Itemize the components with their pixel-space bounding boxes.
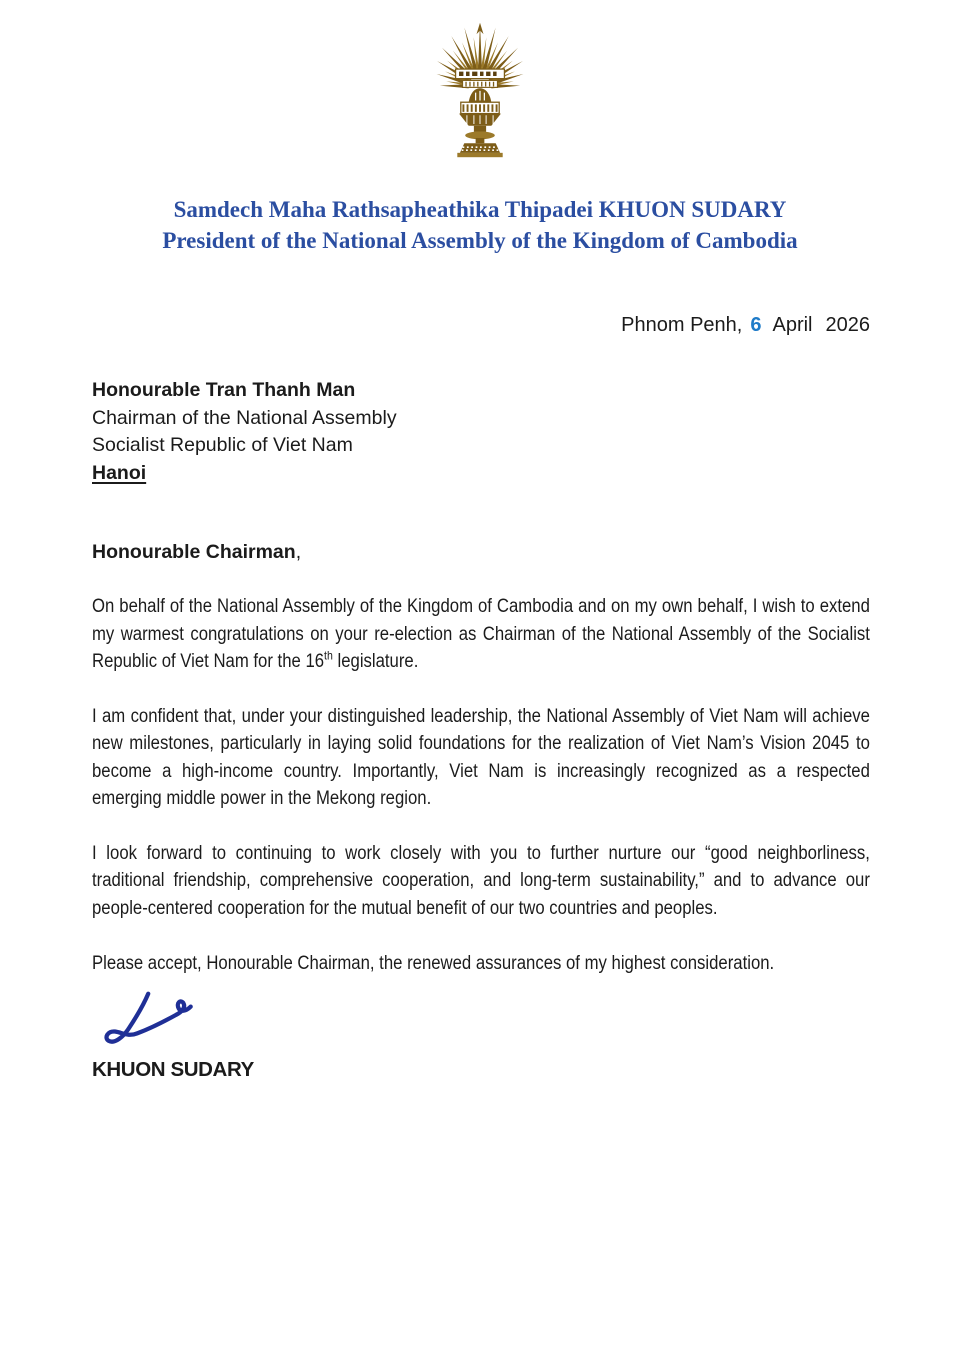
salutation — [0, 539, 960, 566]
paragraph-1-text: On behalf of the National Assembly of the Kingdom of Cambodia and on my own behalf, I wish to extend my warmest congratulations on your re-election as Chairman of the National Assembly of the Socialist Republic of Viet Nam for the 16 — [92, 596, 870, 672]
recipient-city: Hanoi — [92, 461, 147, 484]
sender-name: Samdech Maha Rathsapheathika Thipadei KHUON SUDARY — [173, 197, 787, 222]
closing-line: Please accept, Honourable Chairman, the renewed assurances of my highest consideration. — [92, 953, 775, 974]
recipient-country: Socialist Republic of Viet Nam — [92, 434, 353, 456]
signature-block — [0, 990, 960, 1050]
letterhead — [0, 194, 960, 256]
dateline-place: Phnom Penh, — [621, 314, 743, 336]
handwritten-signature-icon — [95, 990, 207, 1050]
recipient-block — [0, 377, 960, 487]
paragraph-2: I am confident that, under your distinguished leadership, the National Assembly of Viet Nam will achieve new milestones, particularly in laying solid foundations for the realization of Viet Nam’s Vision 2045 to become a high-income country. Importantly, Viet Nam is increasingly recognized as a respected emerging middle power in the Mekong region. — [92, 705, 870, 809]
salutation-punctuation: , — [295, 541, 302, 563]
dateline-year: 2026 — [825, 314, 870, 336]
dateline-day: 6 — [750, 314, 762, 336]
salutation-text: Honourable Chairman — [92, 541, 296, 563]
signer-name: KHUON SUDARY — [92, 1057, 254, 1081]
emblem-container — [0, 0, 960, 166]
recipient-name: Honourable Tran Thanh Man — [92, 379, 356, 401]
ordinal-superscript: th — [324, 648, 333, 663]
dateline — [0, 312, 960, 339]
cambodia-national-assembly-emblem-icon — [432, 14, 528, 166]
paragraph-1-tail: legislature. — [332, 651, 419, 672]
recipient-title: Chairman of the National Assembly — [92, 406, 397, 429]
sender-title: President of the National Assembly of the Kingdom of Cambodia — [162, 228, 798, 253]
dateline-month: April — [772, 314, 813, 336]
paragraph-1 — [92, 593, 870, 676]
paragraph-3: I look forward to continuing to work closely with you to further nurture our “good neighborliness, traditional friendship, comprehensive cooperation, and long-term sustainability,” and to advance our people-centered cooperation for the mutual benefit of our two countries and peoples. — [92, 842, 870, 919]
